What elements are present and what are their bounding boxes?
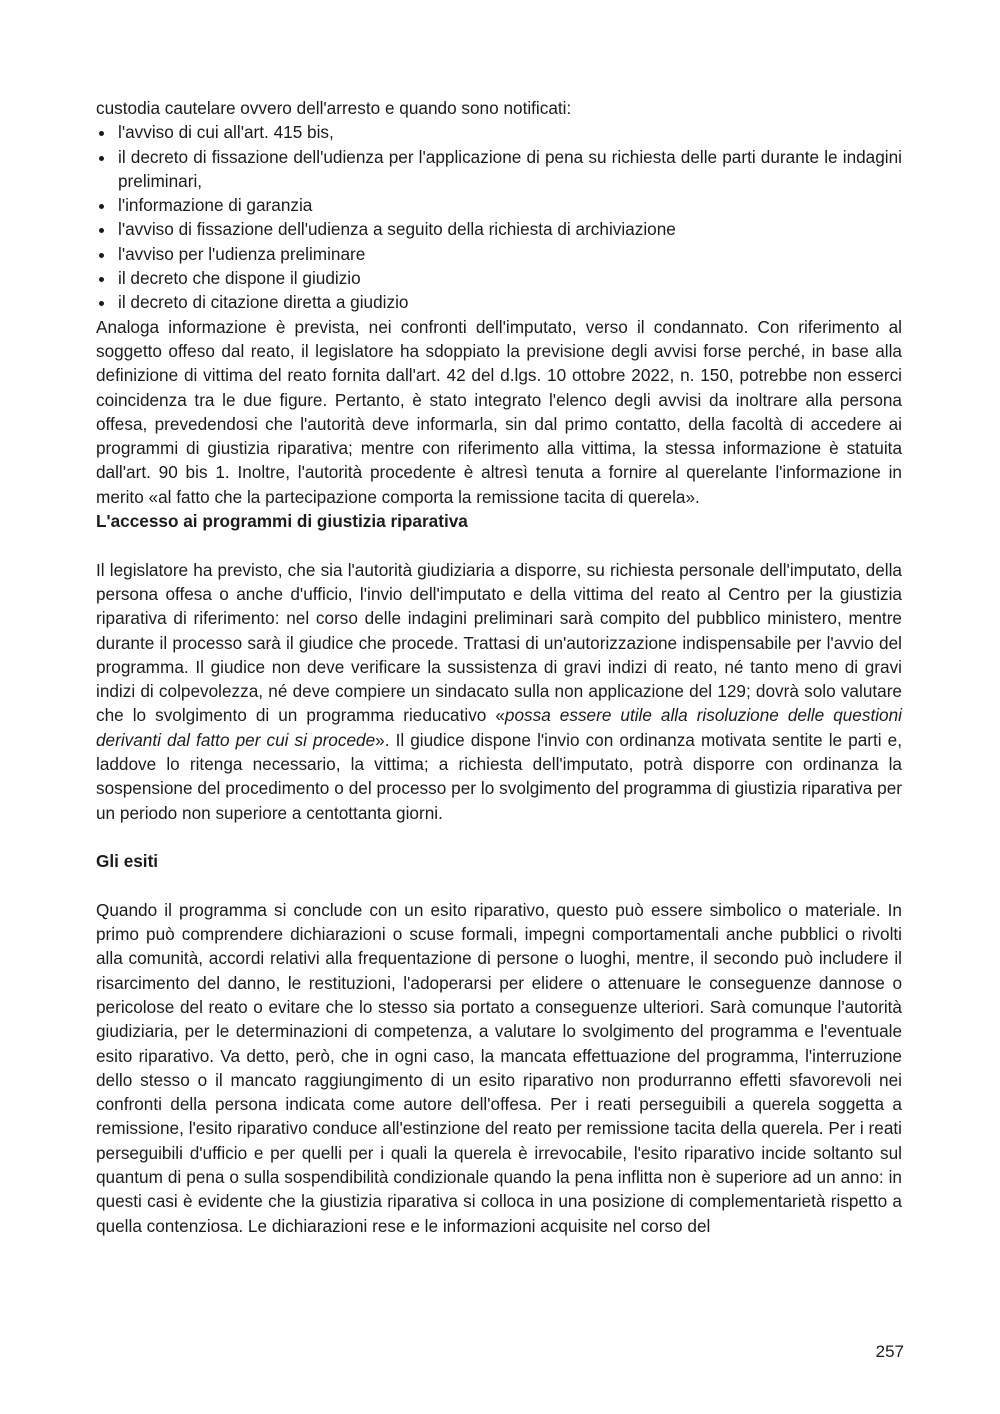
paragraph-access bbox=[96, 558, 902, 825]
paragraph-access-start: Il legislatore ha previsto, che sia l'autorità giudiziaria a disporre, su richiesta personale dell'imputato, della persona offesa o anche d'ufficio, l'invio dell'imputato e della vittima del reato al Centro per la giustizia riparativa di riferimento: nel corso delle indagini preliminari sarà compito del pubblico ministero, mentre durante il processo sarà il giudice che procede. Trattasi di un'autorizzazione indispensabile per l'avvio del programma. Il giudice non deve verificare la sussistenza di gravi indizi di reato, né tanto meno di gravi indizi di colpevolezza, né deve compiere un sindacato sulla non applicazione del 129; dovrà solo valutare che lo svolgimento di un programma rieducativo « bbox=[96, 559, 902, 726]
bullet-icon bbox=[99, 228, 104, 233]
list-item-text: l'informazione di garanzia bbox=[118, 195, 313, 216]
list-item-text: l'avviso per l'udienza preliminare bbox=[118, 243, 366, 264]
list-item bbox=[96, 145, 902, 194]
document-page bbox=[96, 96, 902, 1238]
section-heading-access: L'accesso ai programmi di giustizia riparativa bbox=[96, 511, 468, 532]
list-item bbox=[96, 217, 902, 241]
list-item-text: l'avviso di cui all'art. 415 bis, bbox=[118, 122, 334, 143]
intro-line: custodia cautelare ovvero dell'arresto e quando sono notificati: bbox=[96, 98, 572, 118]
page-number: 257 bbox=[875, 1342, 904, 1361]
list-item bbox=[96, 193, 902, 217]
list-item-text: l'avviso di fissazione dell'udienza a seguito della richiesta di archiviazione bbox=[118, 219, 676, 240]
section-heading-outcomes: Gli esiti bbox=[96, 851, 159, 872]
notice-list bbox=[96, 120, 902, 314]
paragraph-access-quote: possa essere utile alla risoluzione delle questioni derivanti dal fatto per cui si procede bbox=[96, 705, 902, 750]
paragraph-outcomes: Quando il programma si conclude con un esito riparativo, questo può essere simbolico o materiale. In primo può comprendere dichiarazioni o scuse formali, impegni comportamentali anche pubblici o rivolti alla comunità, accordi relativi alla frequentazione di persone o luoghi, mentre, il secondo può includere il risarcimento del danno, le restituzioni, l'adoperarsi per elidere o attenuare le conseguenze dannose o pericolose del reato o evitare che lo stesso sia portato a conseguenze ulteriori. Sarà comunque l'autorità giudiziaria, per le determinazioni di competenza, a valutare lo svolgimento del programma e l'eventuale esito riparativo. Va detto, però, che in ogni caso, la mancata effettuazione del programma, l'interruzione dello stesso o il mancato raggiungimento di un esito riparativo non produrranno effetti sfavorevoli nei confronti della persona indicata come autore dell'offesa. Per i reati perseguibili a querela soggetta a remissione, l'esito riparativo conduce all'estinzione del reato per remissione tacita della querela. Per i reati perseguibili d'ufficio e per quelli per i quali la querela è irrevocabile, l'esito riparativo incide soltanto sul quantum di pena o sulla sospendibilità condizionale quando la pena inflitta non è superiore ad un anno: in questi casi è evidente che la giustizia riparativa si colloca in una posizione di complementarietà rispetto a quella contenziosa. Le dichiarazioni rese e le informazioni acquisite nel corso del bbox=[96, 899, 902, 1236]
list-item bbox=[96, 290, 902, 314]
bullet-icon bbox=[99, 277, 104, 282]
bullet-icon bbox=[99, 156, 104, 161]
paragraph-access-end: ». Il giudice dispone l'invio con ordinanza motivata sentite le parti e, laddove lo ritenga necessario, la vittima; a richiesta dell'imputato, potrà disporre con ordinanza la sospensione del procedimento o del processo per lo svolgimento del programma di giustizia riparativa per un periodo non superiore a centottanta giorni. bbox=[96, 729, 902, 823]
list-item bbox=[96, 266, 902, 290]
bullet-icon bbox=[99, 301, 104, 306]
bullet-icon bbox=[99, 131, 104, 136]
bullet-icon bbox=[99, 204, 104, 209]
list-item-text: il decreto di fissazione dell'udienza per l'applicazione di pena su richiesta delle parti durante le indagini preliminari, bbox=[118, 146, 902, 191]
list-item bbox=[96, 120, 902, 144]
paragraph-information: Analoga informazione è prevista, nei confronti dell'imputato, verso il condannato. Con riferimento al soggetto offeso dal reato, il legislatore ha sdoppiato la previsione degli avvisi forse perché, in base alla definizione di vittima del reato fornita dall'art. 42 del d.lgs. 10 ottobre 2022, n. 150, potrebbe non esserci coincidenza tra le due figure. Pertanto, è stato integrato l'elenco degli avvisi da inoltrare alla persona offesa, prevedendosi che l'autorità deve informarla, sin dal primo contatto, della facoltà di accedere ai programmi di giustizia riparativa; mentre con riferimento alla vittima, la stessa informazione è statuita dall'art. 90 bis 1. Inoltre, l'autorità procedente è altresì tenuta a fornire al querelante l'informazione in merito «al fatto che la partecipazione comporta la remissione tacita di querela». bbox=[96, 316, 902, 507]
list-item-text: il decreto che dispone il giudizio bbox=[118, 268, 361, 289]
bullet-icon bbox=[99, 253, 104, 258]
list-item bbox=[96, 242, 902, 266]
spacer bbox=[96, 533, 902, 557]
spacer bbox=[96, 825, 902, 849]
spacer bbox=[96, 874, 902, 898]
list-item-text: il decreto di citazione diretta a giudizio bbox=[118, 292, 409, 313]
